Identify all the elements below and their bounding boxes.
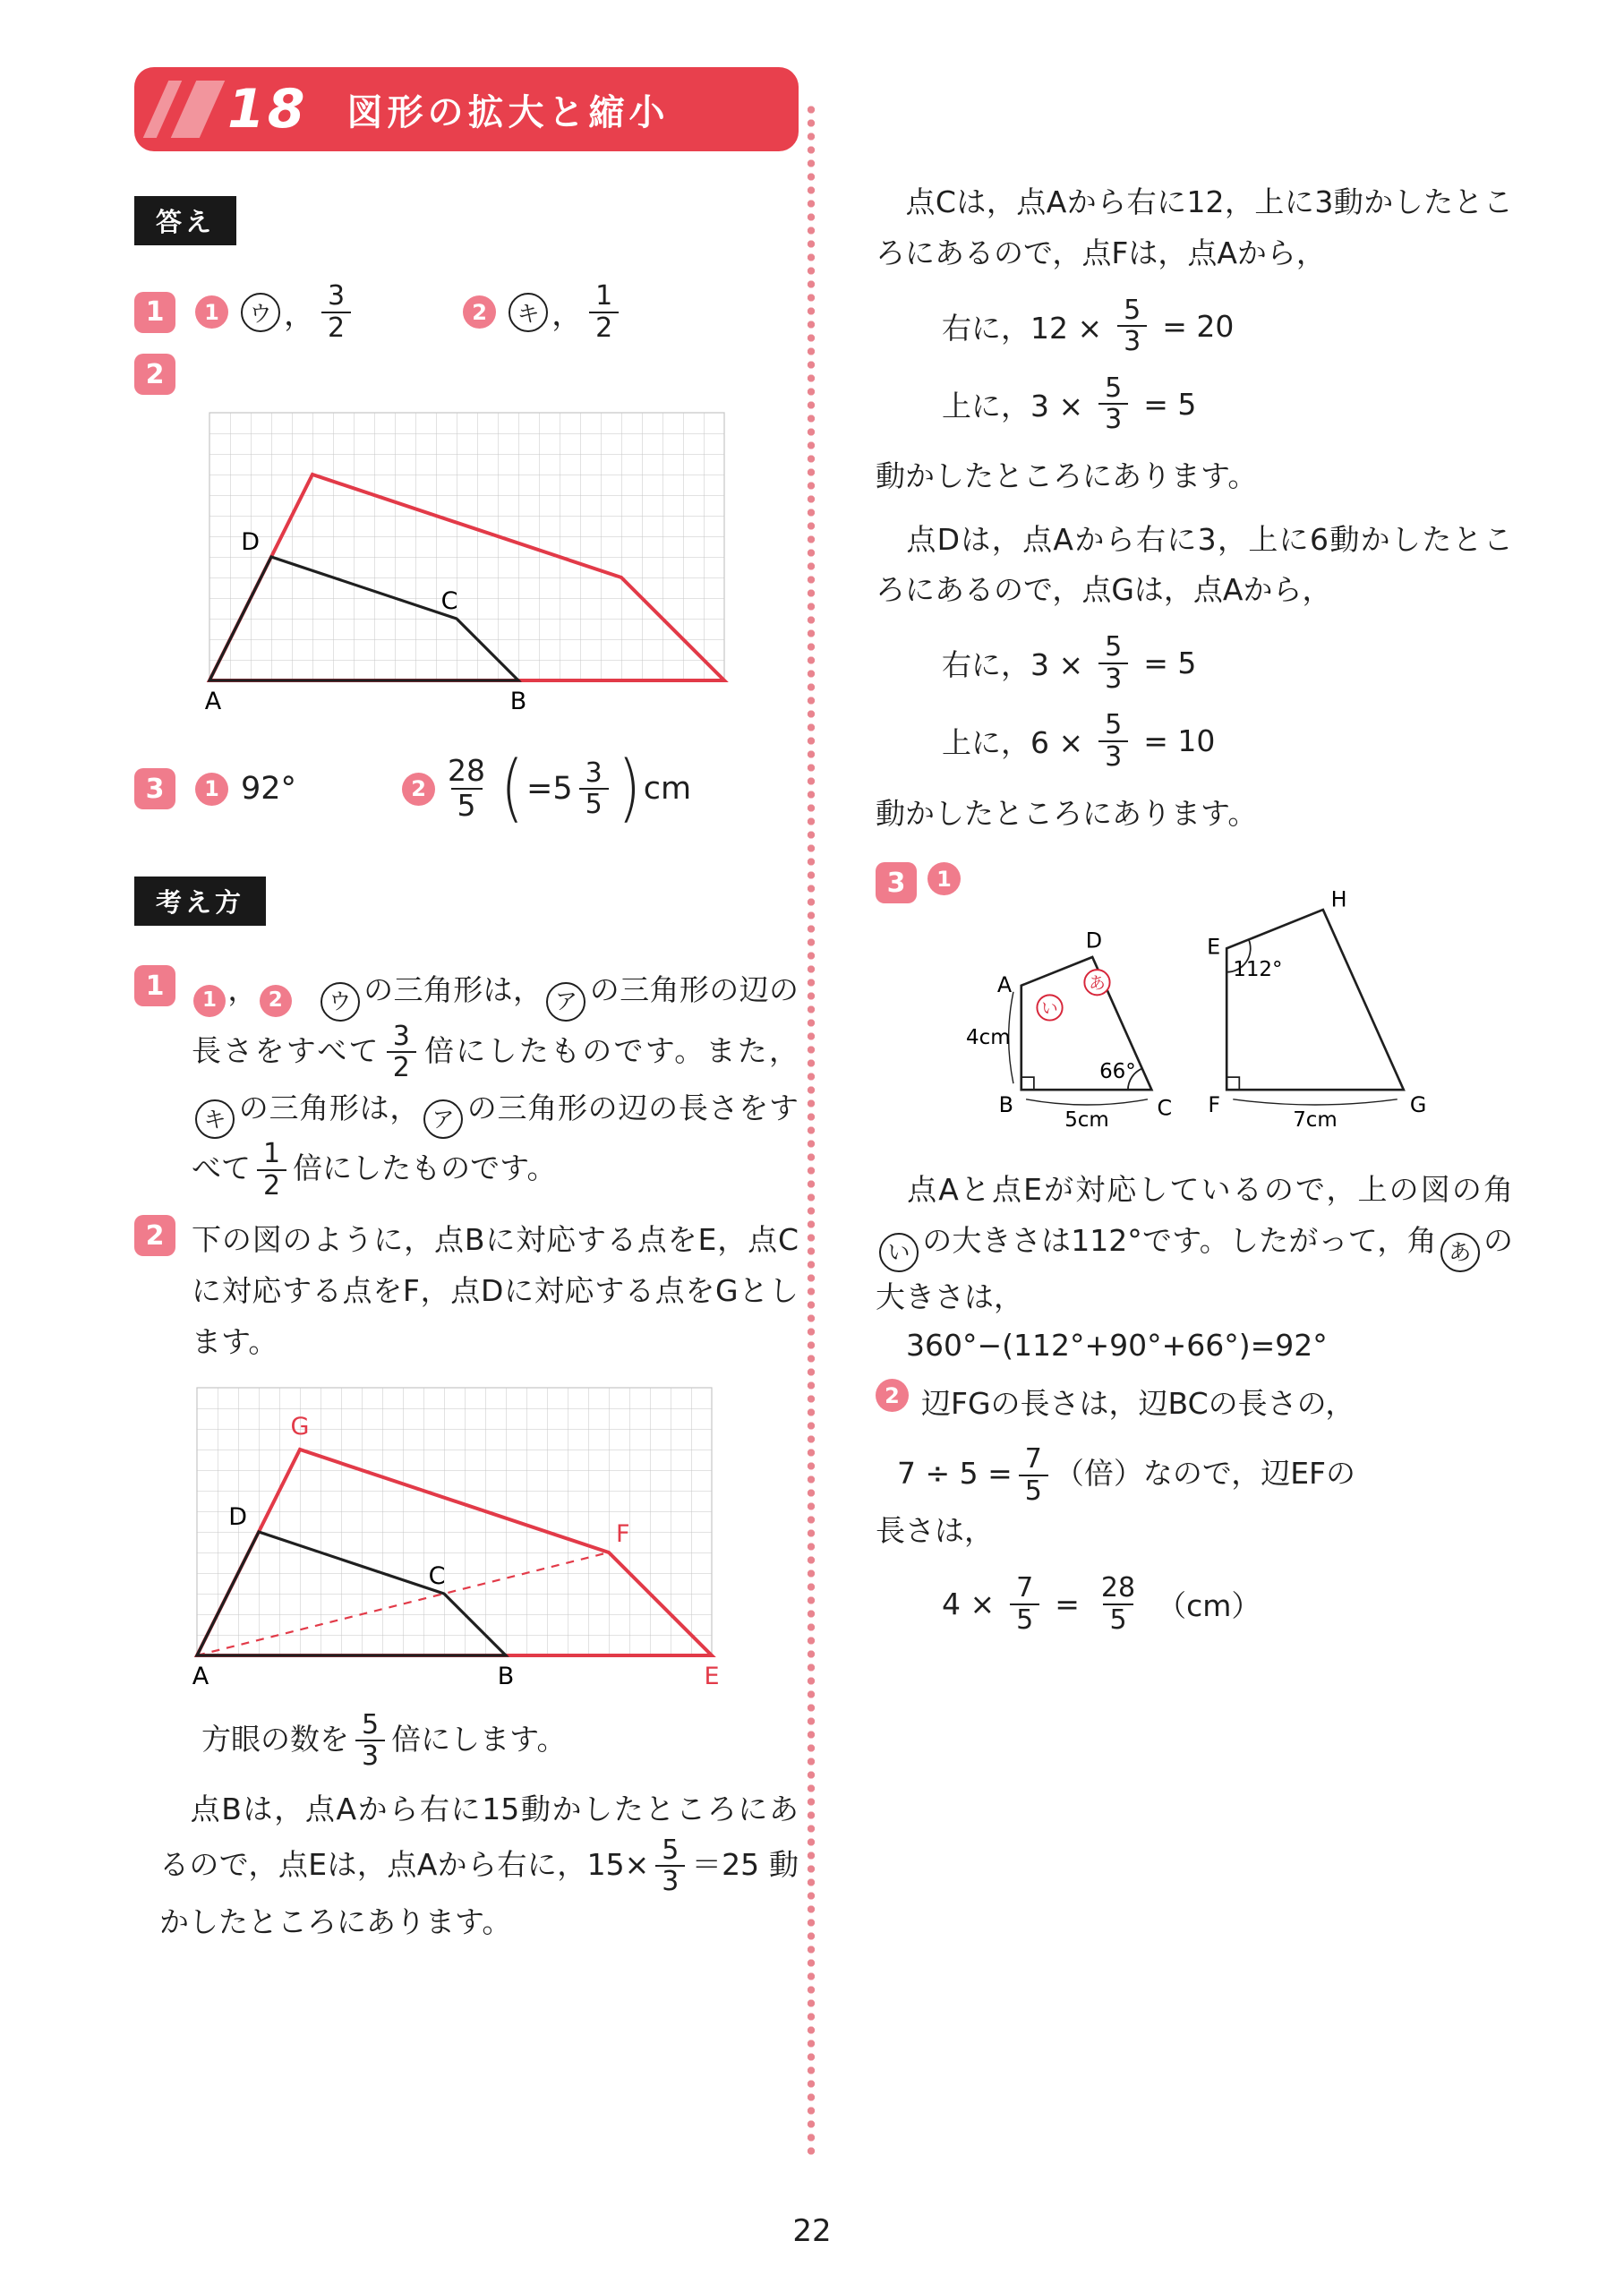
numerator: 5 <box>1124 294 1141 326</box>
numerator: 28 <box>448 753 486 789</box>
fraction-5-3 <box>355 1710 385 1772</box>
vertex-label-A: A <box>192 1662 209 1690</box>
thinking-section-label: 考え方 <box>134 877 266 926</box>
paren-open: ( <box>500 746 524 832</box>
thinking-q2-text: 下の図のように，点Bに対応する点をE，点Cに対応する点をF，点Dに対応する点をGとします。 <box>192 1222 799 1359</box>
vertex-label-C: C <box>1157 1095 1173 1121</box>
choice-a: ア <box>423 1099 463 1139</box>
answer-grid-diagram <box>199 407 736 715</box>
sub2-number: 2 <box>260 985 292 1017</box>
text-segment: の三角形の辺の長さをすべて <box>192 1090 799 1186</box>
fraction-7-5 <box>1019 1444 1048 1506</box>
angle-formula: 360°−(112°+90°+66°)=92° <box>906 1328 1328 1364</box>
q1-sub2-choice: キ <box>509 293 548 332</box>
math-post: = 5 <box>1143 646 1197 681</box>
denominator: 2 <box>257 1169 286 1202</box>
lesson-header <box>134 67 799 151</box>
angle-label-66: 66° <box>1099 1060 1136 1084</box>
denominator: 5 <box>1103 1604 1133 1636</box>
grid-background <box>197 1388 712 1655</box>
vertex-label-E: E <box>704 1662 720 1690</box>
choice-u: ウ <box>321 982 360 1022</box>
numerator: 5 <box>1105 709 1123 741</box>
choice-a: ア <box>546 982 585 1022</box>
denominator: 3 <box>1098 663 1128 695</box>
comma-text: ， <box>227 972 258 1008</box>
vertex-label-G: G <box>1409 1092 1427 1118</box>
fraction-3-5 <box>579 758 609 820</box>
vertex-label-C: C <box>440 587 458 616</box>
quadrilateral-pair-diagram <box>966 868 1503 1154</box>
vertex-label-B: B <box>509 688 527 716</box>
right-angle-mark-F <box>1227 1077 1239 1090</box>
q3-sub2-number: 2 <box>876 1379 909 1412</box>
enlargement-grid-diagram <box>186 1382 723 1690</box>
fraction-5-3 <box>1117 295 1147 357</box>
text-segment: 点Bは，点Aから右に15動かしたところにあるので，点Eは，点Aから右に，15× <box>159 1791 799 1882</box>
numerator: 5 <box>1105 372 1123 404</box>
math-line-right-12 <box>942 295 1513 357</box>
dimension-arc-BC <box>1026 1099 1148 1105</box>
math-pre: 4 × <box>942 1586 996 1622</box>
scale-sentence <box>201 1710 799 1772</box>
math-post: = 10 <box>1143 723 1216 759</box>
denominator: 3 <box>1117 325 1147 357</box>
moved-sentence: 動かしたところにあります。 <box>876 795 1258 831</box>
side-label-4cm: 4cm <box>966 1026 1011 1050</box>
angle-explanation-paragraph <box>876 1165 1513 1322</box>
enlarged-quad-efgh <box>1227 910 1404 1090</box>
math-line-up-6 <box>942 710 1513 772</box>
thinking-q3-block <box>876 862 1513 1154</box>
answer-q3-row <box>134 746 799 832</box>
q3-sub2-number: 2 <box>402 773 435 806</box>
math-post: = 5 <box>1143 386 1197 422</box>
fraction-3-2 <box>387 1022 416 1083</box>
q1-sub1-choice: ウ <box>241 293 280 332</box>
thinking-q1-badge: 1 <box>134 965 175 1006</box>
thinking-q3-sub2-block <box>876 1379 1513 1430</box>
text-segment: 倍にしたものです。また， <box>422 1032 799 1068</box>
denominator: 5 <box>579 788 609 820</box>
equals-sign: = <box>526 771 553 808</box>
angle-a-label: あ <box>1089 974 1106 994</box>
q1-sub2-number: 2 <box>463 295 496 329</box>
comma-text: ， <box>284 296 316 333</box>
numerator: 5 <box>362 1708 380 1740</box>
math-pre: 上に，6 × <box>942 725 1084 761</box>
numerator: 3 <box>392 1020 410 1052</box>
fraction-5-3 <box>655 1835 685 1897</box>
column-divider <box>807 103 816 2158</box>
vertex-label-A: A <box>996 972 1013 998</box>
denominator: 5 <box>1010 1604 1039 1636</box>
vertex-label-F: F <box>1208 1092 1221 1118</box>
q1-badge: 1 <box>134 292 175 333</box>
paren-close: ) <box>617 746 641 832</box>
q3-badge: 3 <box>134 768 175 809</box>
fraction-28-5 <box>441 755 491 823</box>
text-segment: 方眼の数を <box>201 1721 349 1757</box>
math-pre: 上に，3 × <box>942 388 1084 423</box>
point-b-paragraph <box>159 1784 799 1948</box>
page-number: 22 <box>792 2213 832 2249</box>
point-d-paragraph: 点Dは，点Aから右に3，上に6動かしたところにあるので，点Gは，点Aから， <box>876 521 1513 608</box>
unit-cm: cm <box>643 771 692 808</box>
right-angle-mark-B <box>1021 1077 1034 1090</box>
thinking-q1-text <box>192 965 799 1201</box>
text-segment: の大きさは， <box>876 1223 1514 1314</box>
answer-q1-row <box>134 281 799 343</box>
denominator: 3 <box>1098 403 1128 435</box>
math-line-right-3 <box>942 632 1513 694</box>
vertex-label-B: B <box>497 1662 515 1690</box>
q3-sub1-value: 92° <box>241 771 297 808</box>
fraction-7-5 <box>1010 1573 1039 1635</box>
denominator: 3 <box>1098 740 1128 773</box>
text-segment: の三角形は， <box>363 972 543 1008</box>
circled-i: い <box>879 1233 919 1272</box>
numerator: 1 <box>595 280 613 312</box>
thinking-q3-badge: 3 <box>876 862 917 903</box>
text-segment: の三角形は， <box>238 1090 421 1125</box>
final-length-formula <box>942 1573 1513 1635</box>
text-segment: 点Aと点Eが対応しているので，上の図の角 <box>876 1172 1513 1208</box>
q3-sub1-number: 1 <box>195 773 228 806</box>
choice-ki: キ <box>195 1099 235 1139</box>
vertex-label-D: D <box>241 528 260 557</box>
vertex-label-A: A <box>204 688 222 716</box>
right-column <box>876 177 1513 1651</box>
math-line-up-3 <box>942 373 1513 435</box>
angle-label-112: 112° <box>1233 958 1283 982</box>
sub1-number: 1 <box>193 985 226 1017</box>
math-post: = 20 <box>1162 308 1235 344</box>
vertex-label-C: C <box>428 1561 446 1590</box>
vertex-label-F: F <box>616 1519 630 1548</box>
vertex-label-H: H <box>1330 886 1347 912</box>
fraction-5-3 <box>1098 373 1128 435</box>
numerator: 1 <box>263 1138 281 1170</box>
grid-background <box>209 413 724 680</box>
text-segment: 倍にしたものです。 <box>293 1150 557 1186</box>
denominator: 2 <box>589 312 619 344</box>
lesson-number: 18 <box>227 78 308 141</box>
fraction-5-3 <box>1098 710 1128 772</box>
mixed-whole: 5 <box>552 771 573 808</box>
fraction-5-3 <box>1098 632 1128 694</box>
denominator: 3 <box>655 1865 685 1897</box>
denominator: 5 <box>451 788 483 823</box>
side-label-5cm: 5cm <box>1064 1108 1109 1133</box>
text-segment: 倍にします。 <box>391 1721 567 1757</box>
left-column <box>134 67 799 1948</box>
circled-a: あ <box>1440 1233 1480 1272</box>
text-segment: の三角形の辺の長さをすべて <box>192 972 799 1068</box>
thinking-q2-block <box>134 1215 799 1367</box>
denominator: 5 <box>1019 1475 1048 1507</box>
vertex-label-G: G <box>290 1412 310 1441</box>
numerator: 3 <box>585 757 603 789</box>
denominator: 2 <box>321 312 351 344</box>
math-pre: 右に，12 × <box>942 310 1103 346</box>
q3-sub1-number: 1 <box>927 862 961 895</box>
fraction-1-2 <box>257 1139 286 1201</box>
fraction-1-2 <box>589 281 619 343</box>
denominator: 2 <box>387 1051 416 1083</box>
numerator: 7 <box>1024 1443 1042 1475</box>
length-is-sentence: 長さは， <box>876 1513 994 1549</box>
numerator: 5 <box>662 1834 680 1866</box>
ratio-sentence <box>897 1444 1513 1506</box>
denominator: 3 <box>355 1740 385 1772</box>
fg-length-sentence: 辺FGの長さは，辺BCの長さの， <box>921 1386 1355 1422</box>
unit-cm: （cm） <box>1157 1588 1261 1624</box>
numerator: 5 <box>1105 631 1123 663</box>
equals-sign: = <box>1055 1586 1080 1622</box>
side-label-7cm: 7cm <box>1293 1108 1338 1133</box>
moved-sentence: 動かしたところにあります。 <box>876 458 1258 493</box>
comma-text: ， <box>551 296 584 333</box>
angle-i-label: い <box>1041 999 1058 1019</box>
vertex-label-E: E <box>1207 934 1221 960</box>
q2-badge: 2 <box>134 354 175 395</box>
numerator: 7 <box>1016 1571 1034 1604</box>
math-pre: 右に，3 × <box>942 647 1084 683</box>
text-segment: ＝25 動かしたところにあります。 <box>159 1846 799 1939</box>
thinking-q1-block <box>134 965 799 1201</box>
vertex-label-D: D <box>1085 928 1103 954</box>
answer-q2-row <box>134 354 799 395</box>
thinking-q2-badge: 2 <box>134 1215 175 1256</box>
math-post: （倍）なので，辺EFの <box>1054 1456 1356 1492</box>
fraction-3-2 <box>321 281 351 343</box>
point-c-paragraph: 点Cは，点Aから右に12，上に3動かしたところにあるので，点Fは，点Aから， <box>876 184 1513 270</box>
lesson-title: 図形の拡大と縮小 <box>346 91 670 133</box>
answers-section-label: 答え <box>134 196 236 245</box>
text-segment: の大きさは112°です。したがって，角 <box>922 1223 1437 1258</box>
vertex-label-D: D <box>228 1502 247 1531</box>
header-stripe-icon <box>171 81 225 138</box>
dimension-arc-FG <box>1233 1099 1397 1105</box>
q1-sub1-number: 1 <box>195 295 228 329</box>
numerator: 3 <box>328 280 346 312</box>
vertex-label-B: B <box>998 1092 1013 1118</box>
fraction-28-5 <box>1095 1573 1141 1635</box>
math-pre: 7 ÷ 5 = <box>897 1456 1013 1492</box>
numerator: 28 <box>1100 1571 1136 1604</box>
